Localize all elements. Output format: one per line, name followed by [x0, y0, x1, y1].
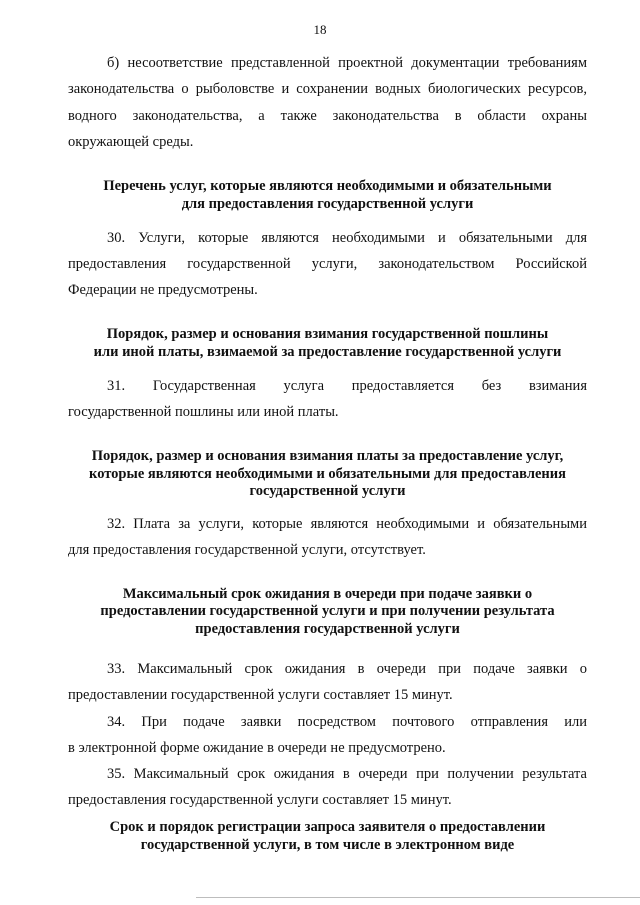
paragraph-line: 31. Государственная услуга предоставляется без взимания — [107, 378, 587, 394]
paragraph-line: водного законодательства, а также законодательства в области охраны — [68, 108, 587, 124]
paragraph-line: для предоставления государственной услуги, отсутствует. — [68, 542, 426, 558]
section-heading-line: предоставления государственной услуги — [195, 621, 460, 637]
section-heading-line: государственной услуги, в том числе в электронном виде — [140, 837, 515, 853]
paragraph-line: государственной пошлины или иной платы. — [68, 404, 339, 420]
scan-edge-line — [196, 897, 640, 898]
paragraph-line: Федерации не предусмотрены. — [68, 282, 258, 298]
section-heading-line: предоставлении государственной услуги и при получении результата — [100, 603, 555, 619]
paragraph-line: законодательства о рыболовстве и сохранении водных биологических ресурсов, — [68, 81, 587, 97]
section-heading-line: или иной платы, взимаемой за предоставление государственной услуги — [93, 344, 562, 360]
section-heading-line: Максимальный срок ожидания в очереди при подаче заявки о — [122, 586, 533, 602]
section-heading-line: Перечень услуг, которые являются необходимыми и обязательными — [103, 178, 552, 194]
paragraph-line: 33. Максимальный срок ожидания в очереди при подаче заявки о — [107, 661, 587, 677]
paragraph-line: предоставлении государственной услуги составляет 15 минут. — [68, 687, 453, 703]
page-number: 18 — [313, 22, 327, 37]
paragraph-line: предоставления государственной услуги составляет 15 минут. — [68, 792, 452, 808]
section-heading-line: Срок и порядок регистрации запроса заявителя о предоставлении — [109, 819, 546, 835]
paragraph-line: б) несоответствие представленной проектной документации требованиям — [107, 55, 587, 71]
section-heading-line: Порядок, размер и основания взимания платы за предоставление услуг, — [91, 448, 564, 464]
paragraph-line: 30. Услуги, которые являются необходимыми и обязательными для — [107, 230, 587, 246]
section-heading-line: Порядок, размер и основания взимания государственной пошлины — [106, 326, 549, 342]
paragraph-line: в электронной форме ожидание в очереди не предусмотрено. — [68, 740, 446, 756]
paragraph-line: 34. При подаче заявки посредством почтового отправления или — [107, 714, 587, 730]
paragraph-line: окружающей среды. — [68, 134, 194, 150]
section-heading-line: которые являются необходимыми и обязательными для предоставления — [89, 466, 566, 482]
section-heading-line: государственной услуги — [249, 483, 406, 499]
paragraph-line: 35. Максимальный срок ожидания в очереди при получении результата — [107, 766, 587, 782]
paragraph-line: предоставления государственной услуги, законодательством Российской — [68, 256, 587, 272]
section-heading-line: для предоставления государственной услуги — [181, 196, 474, 212]
paragraph-line: 32. Плата за услуги, которые являются необходимыми и обязательными — [107, 516, 587, 532]
